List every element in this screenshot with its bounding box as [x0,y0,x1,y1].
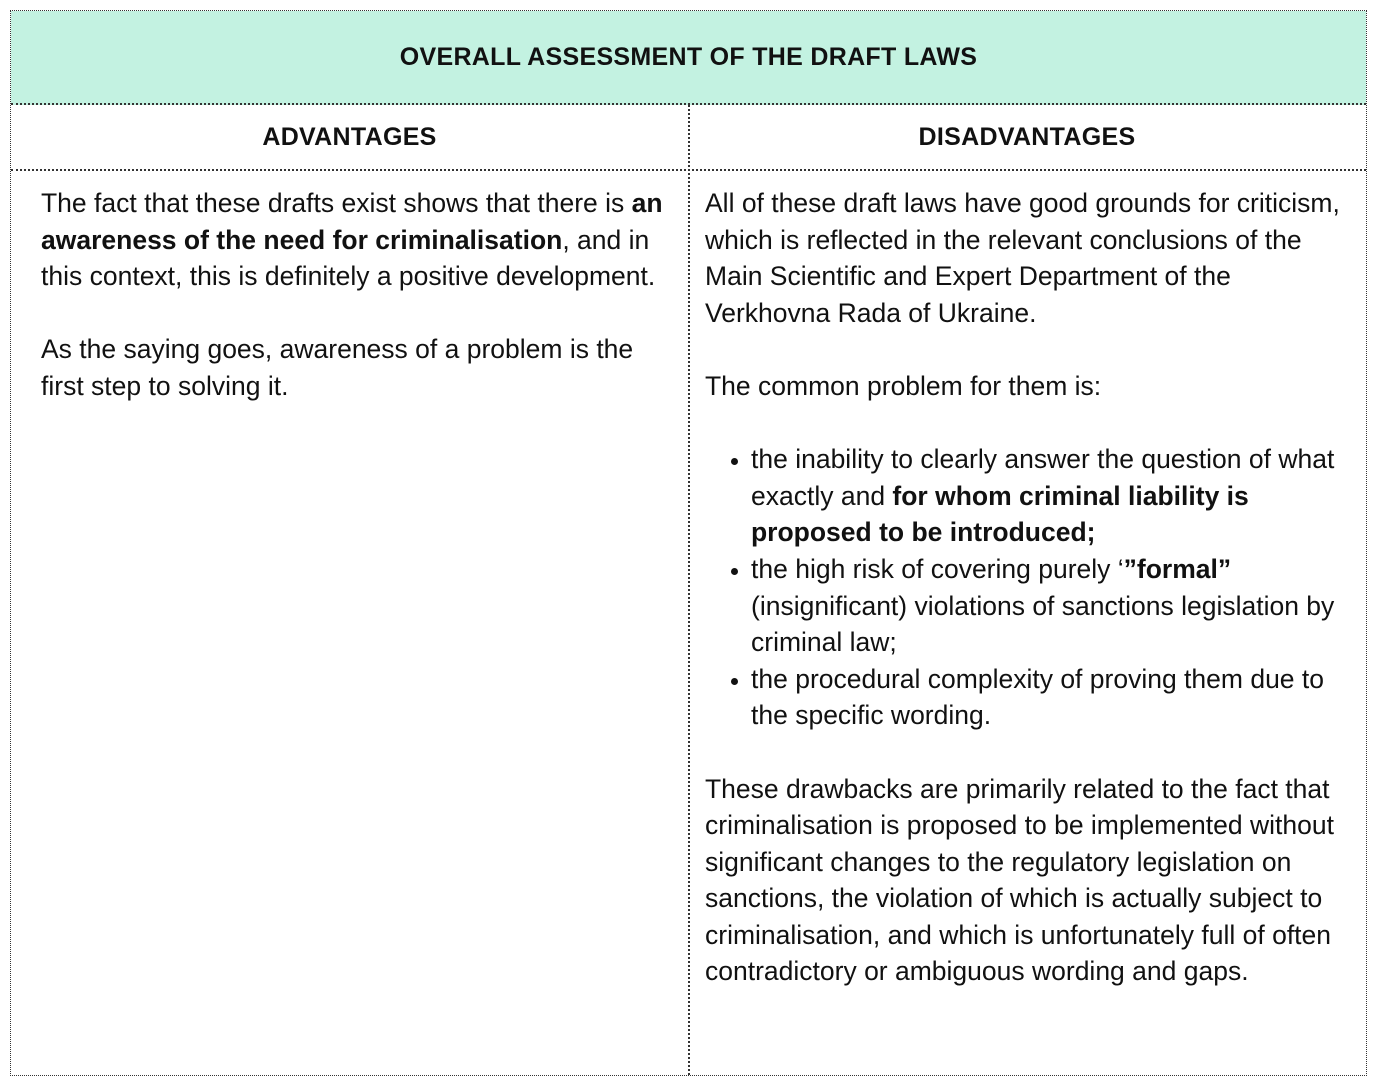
disadvantages-paragraph-1: All of these draft laws have good grounds for criticism, which is reflected in the relevant conclusions of the Main Scientific and Expert Department of the Verkhovna Rada of Ukraine. [705,188,1340,328]
disadvantages-header: DISADVANTAGES [918,122,1136,151]
disadvantages-cell [690,171,1366,1075]
advantages-paragraph-2: As the saying goes, awareness of a problem is the first step to solving it. [41,334,634,401]
advantages-cell [11,171,688,1075]
list-item [751,551,1360,661]
disadvantages-paragraph-2: The common problem for them is: [705,370,1102,401]
bullet-1-text: the inability to clearly answer the question of what exactly and [751,444,1335,511]
problem-list [705,441,1360,734]
disadvantages-paragraph-3: These drawbacks are primarily related to the fact that criminalisation is proposed to be implemented without significant changes to the regulatory legislation on sanctions, the violation of which is actually subject to criminalisation, and which is unfortunately full of often contradictory or ambiguous wording and gaps. [705,773,1334,987]
advantages-p1-text-end: , and in this context, this is definitely a positive development. [41,224,656,292]
table-title: OVERALL ASSESSMENT OF THE DRAFT LAWS [399,42,978,71]
list-item [751,661,1360,734]
assessment-table [10,10,1367,1076]
bullet-2-bold: ”formal” [1123,553,1232,584]
bullet-1-bold: for whom criminal liability is proposed to be introduced; [751,480,1249,548]
bullet-2-text-end: (insignificant) violations of sanctions legislation by criminal law; [751,590,1335,658]
advantages-header: ADVANTAGES [262,122,437,151]
bullet-3-text: the procedural complexity of proving them due to the specific wording. [751,663,1325,731]
title-row [11,11,1366,105]
advantages-paragraph-1 [41,185,678,295]
advantages-p1-text: The fact that these drafts exist shows that there is [41,188,632,218]
bullet-2-text: the high risk of covering purely ‘ [751,553,1124,584]
list-item [751,441,1360,551]
advantages-p1-bold: an awareness of the need for criminalisation [41,188,663,255]
